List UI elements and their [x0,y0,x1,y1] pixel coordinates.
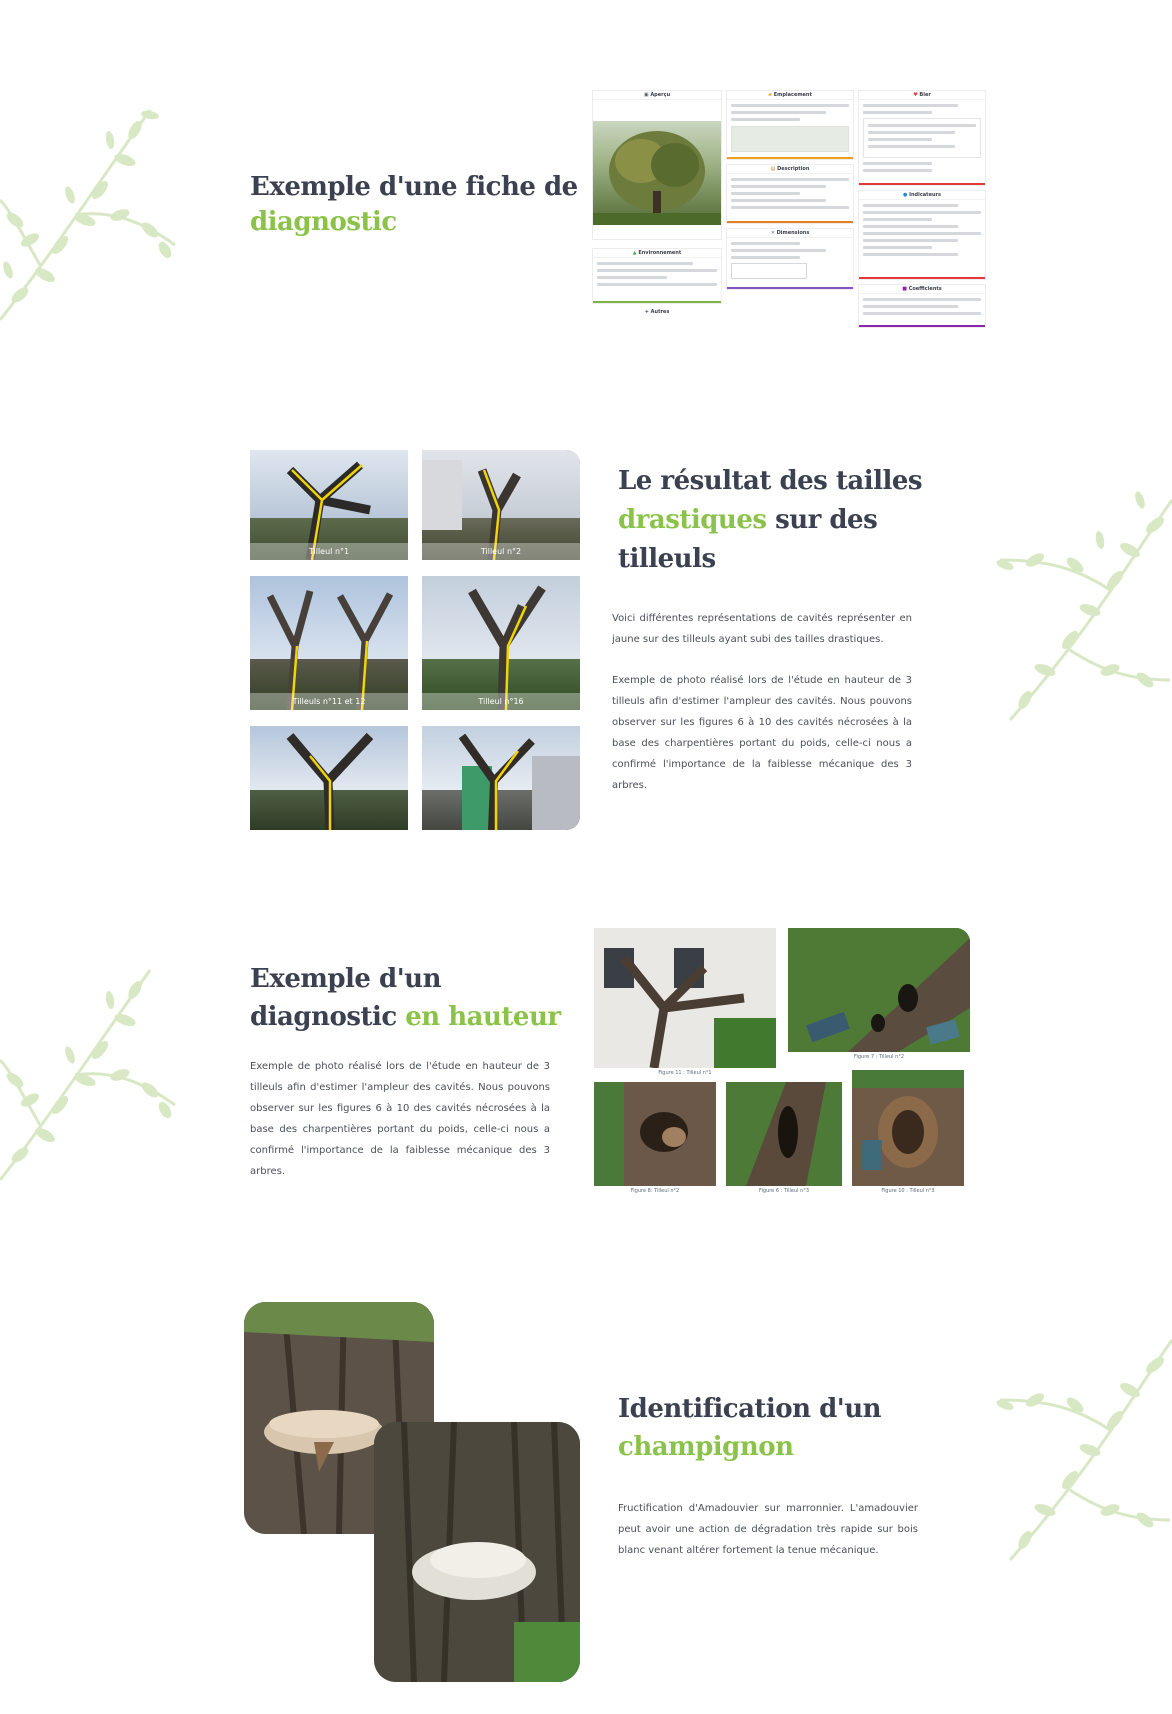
section-tilleuls [0,440,1172,840]
section2-title-accent: drastiques [618,505,767,535]
card-emplacement [726,90,854,160]
figure-6-photo [726,1082,842,1186]
card-emplacement-title: ▰ Emplacement [727,91,853,100]
photo-tilleul-6 [422,726,580,830]
section3-title-line1: Exemple d'un [250,964,441,994]
photo-caption: Tilleul n°2 [422,543,580,560]
figure-8-photo [594,1082,716,1186]
card-environnement [592,248,722,304]
tilleuls-photo-grid [250,450,582,842]
section2-description [612,608,912,796]
sheet-column-1 [592,90,722,330]
card-description-title: ▤ Description [727,165,853,174]
card-description [726,164,854,224]
tree-icon: ▲ [632,250,639,256]
card-indicateurs [858,190,986,280]
photo-tilleuls-11-12 [250,576,408,710]
section4-title-line1: Identification d'un [618,1394,882,1424]
figure-11-caption: Figure 11 : Tilleul n°1 [658,1070,712,1076]
section2-title [618,462,938,579]
section3-title-accent: en hauteur [405,1002,561,1032]
card-autres [592,308,722,332]
section3-paragraph: Exemple de photo réalisé lors de l'étude en hauteur de 3 tilleuls afin d'estimer l'ampleur des cavités. Nous pouvons observer sur les figures 6 à 10 des cavités nécrosées à la base des charpentières portant du poids, celle-ci nous a confirmé l'importance de la faiblesse mécanique des 3 arbres. [250,1061,550,1177]
card-autres-title: + Autres [644,309,670,315]
section3-title [250,960,570,1036]
photo-caption: Tilleuls n°11 et 12 [250,693,408,710]
section2-title-after-accent: sur des [766,505,878,535]
hauteur-photo-collage [594,928,970,1198]
section-champignon [0,1290,1172,1714]
card-coefficients [858,284,986,328]
dimensions-icon: ✕ [770,230,777,236]
section1-title [250,170,580,240]
mushroom-photo-2 [374,1422,580,1682]
heart-icon: ♥ [913,92,920,98]
figure-8-caption: Figure 8: Tilleul n°2 [630,1188,680,1194]
diagnostic-sheet-screenshot [590,88,988,338]
figure-6-caption: Figure 6 : Tilleul n°3 [758,1188,810,1194]
section1-title-accent: diagnostic [250,207,397,238]
info-icon: ● [903,192,910,198]
section4-paragraph: Fructification d'Amadouvier sur marronnier. L'amadouvier peut avoir une action de dégradation très rapide sur bois blanc venant altérer fortement la tenue mécanique. [618,1503,918,1556]
card-coefficients-title: ■ Coefficients [859,285,985,294]
coefficients-icon: ■ [902,286,909,292]
photo-caption: Tilleul n°1 [250,543,408,560]
card-dimensions [726,228,854,290]
figure-11-photo [594,928,776,1068]
section2-title-line3: tilleuls [618,544,716,574]
plus-icon: + [644,309,651,315]
figure-10-photo [852,1070,964,1186]
section2-paragraph-2: Exemple de photo réalisé lors de l'étude en hauteur de 3 tilleuls afin d'estimer l'ampleur des cavités. Nous pouvons observer sur les figures 6 à 10 des cavités nécrosées à la base des charpentières portant du poids, celle-ci nous a confirmé l'importance de la faiblesse mécanique des 3 arbres. [612,675,912,791]
section3-title-line2: diagnostic [250,1002,406,1032]
section2-paragraph-1: Voici différentes représentations de cavités représenter en jaune sur des tilleuls ayant subi des tailles drastiques. [612,613,912,645]
figure-7-caption: Figure 7 : Tilleul n°2 [853,1054,905,1060]
card-bilan-title: ♥ Bier [859,91,985,100]
section2-title-line1: Le résultat des tailles [618,466,923,496]
section4-title-accent: champignon [618,1432,794,1462]
figure-7-photo [788,928,970,1052]
sheet-column-3 [858,90,986,336]
section-diagnostic-sheet [0,0,1172,380]
section1-title-line1: Exemple d'une fiche de [250,172,578,202]
description-icon: ▤ [770,166,778,172]
image-icon: ▣ [643,92,651,98]
photo-tilleul-2 [422,450,580,560]
photo-tilleul-1 [250,450,408,560]
card-dimensions-title: ✕ Dimensions [727,229,853,238]
card-apercu-title: ▣ Aperçu [593,91,721,100]
photo-tilleul-5 [250,726,408,830]
tree-photo [593,121,721,225]
sheet-column-2 [726,90,854,290]
photo-caption: Tilleul n°16 [422,693,580,710]
map-icon: ▰ [768,92,774,98]
section4-title [618,1390,938,1466]
figure-10-caption: Figure 10 : Tilleul n°3 [881,1188,935,1194]
card-indicateurs-title: ● Indicateurs [859,191,985,200]
map-thumbnail [731,126,849,152]
card-environnement-title: ▲ Environnement [593,249,721,258]
card-apercu [592,90,722,240]
section-diagnostic-hauteur [0,900,1172,1220]
card-bilan [858,90,986,186]
photo-tilleul-16 [422,576,580,710]
